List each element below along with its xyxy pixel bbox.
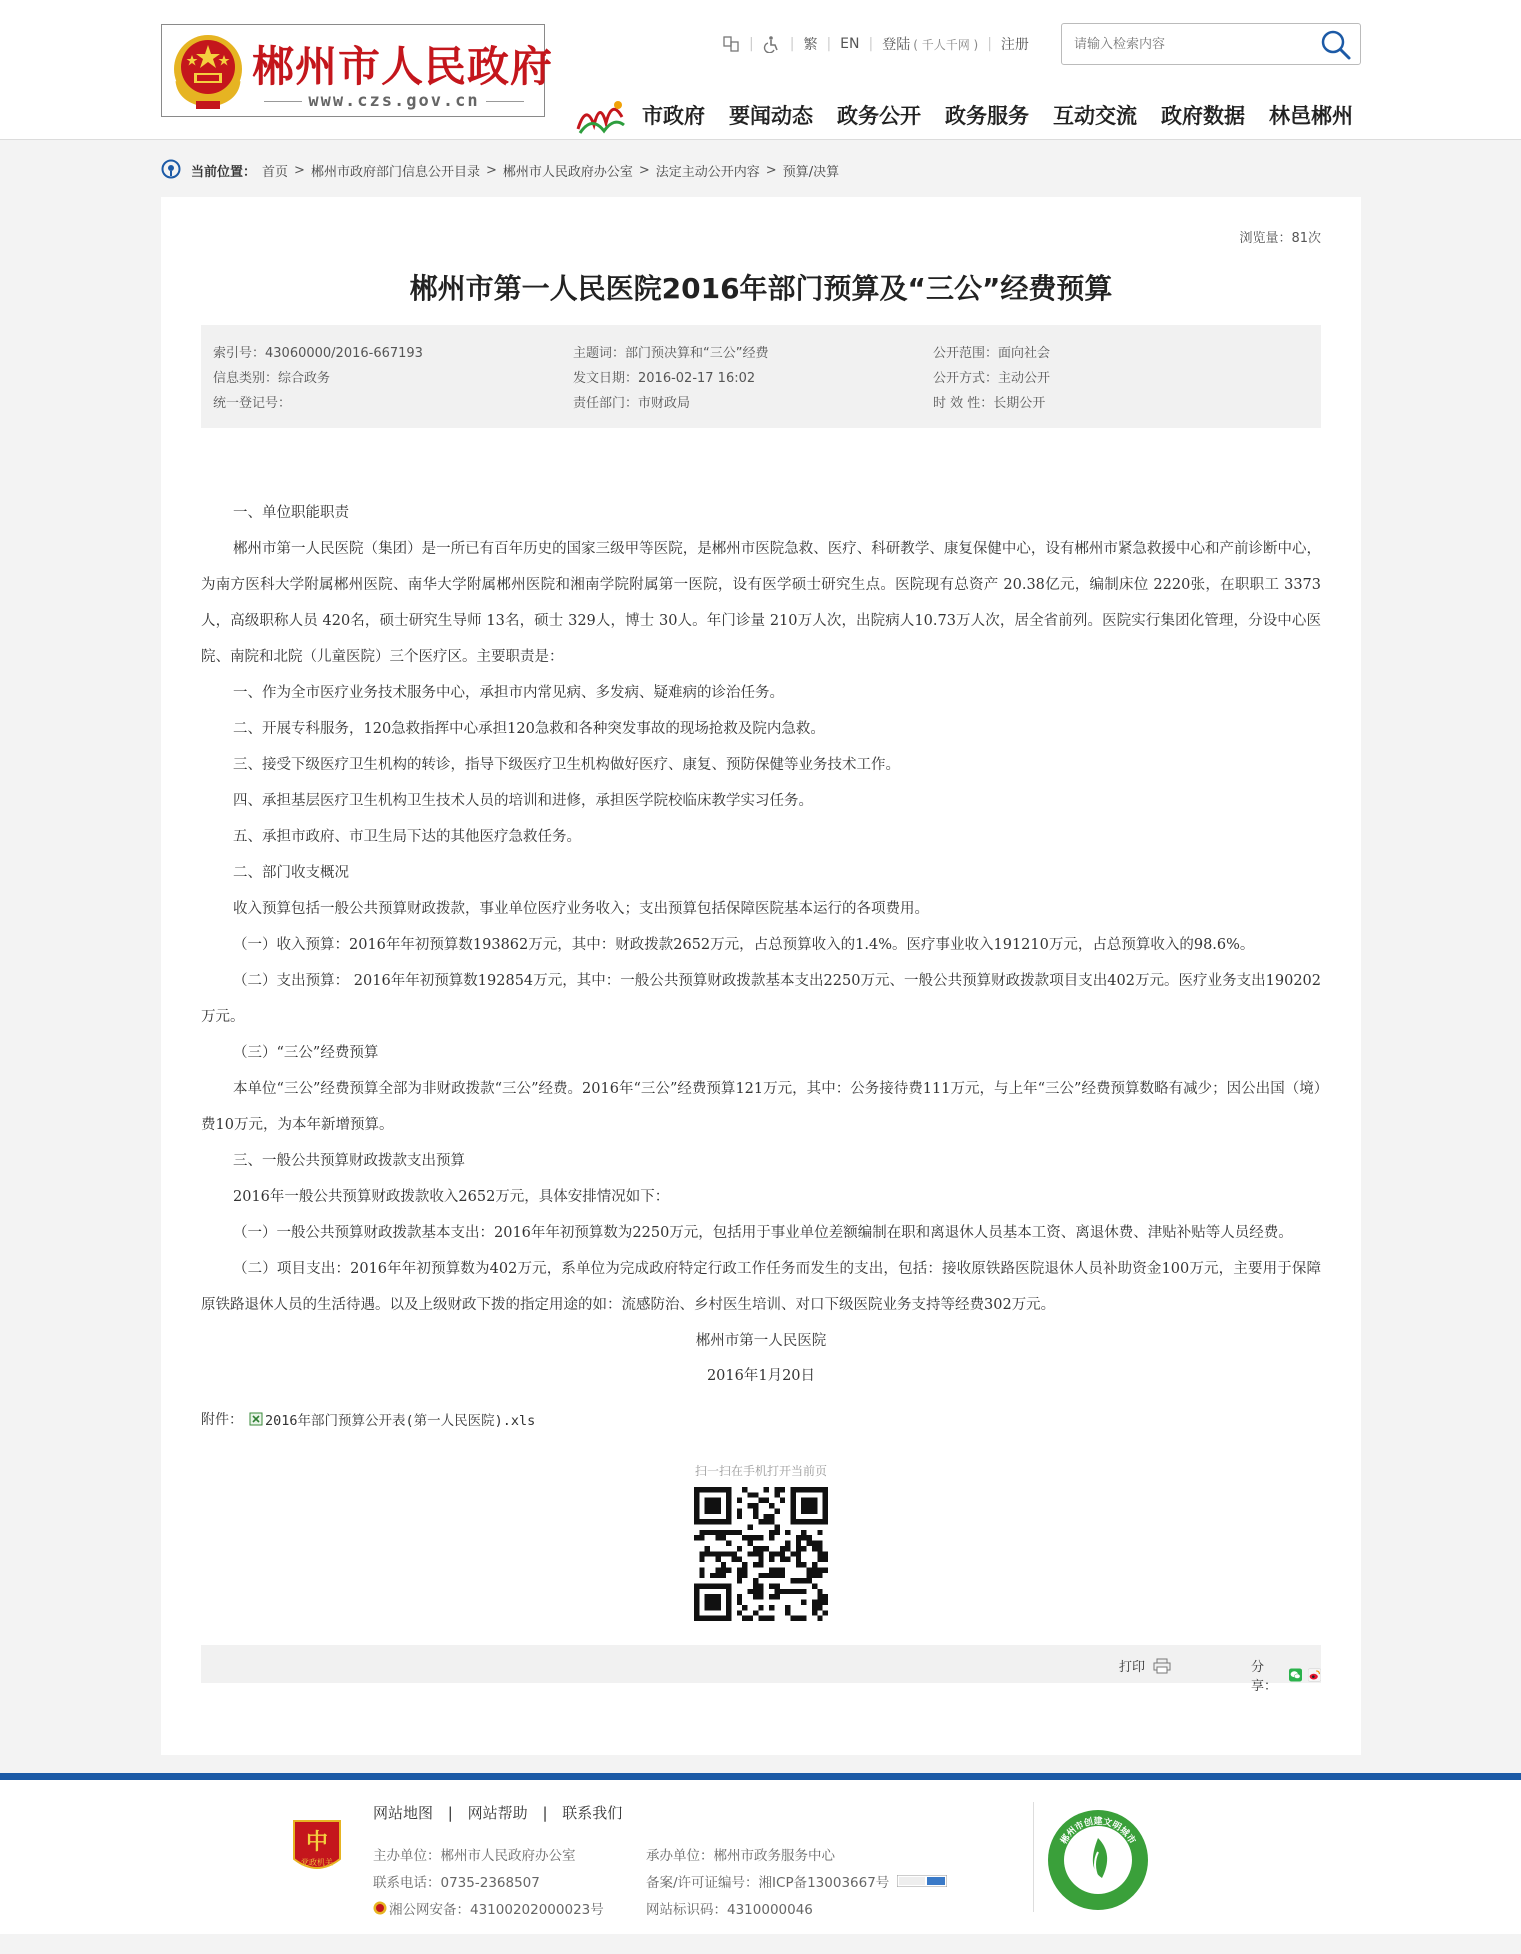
paragraph: 四、承担基层医疗卫生机构卫生技术人员的培训和进修，承担医学院校临床教学实习任务。 xyxy=(233,793,813,809)
section-heading: 三、一般公共预算财政拨款支出预算 xyxy=(233,1153,465,1169)
article-body xyxy=(201,495,1321,1393)
meta-subject: 主题词：部门预决算和“三公”经费 xyxy=(573,346,769,361)
meta-scope: 公开范围：面向社会 xyxy=(933,346,1051,361)
breadcrumb-separator: > xyxy=(294,162,305,178)
breadcrumb xyxy=(161,158,839,182)
accessibility-mode-icon[interactable] xyxy=(722,35,740,53)
section-heading: 一、单位职能职责 xyxy=(233,505,349,521)
footer-sitemap-link[interactable]: 网站地图 xyxy=(373,1804,434,1822)
footer-divider xyxy=(1033,1802,1034,1912)
sign-date: 2016年1月20日 xyxy=(706,1368,816,1384)
breadcrumb-separator: > xyxy=(485,162,497,178)
wechat-icon[interactable] xyxy=(1289,1667,1302,1683)
national-emblem-icon xyxy=(170,31,246,111)
nav-government-affairs-open[interactable]: 政务公开 xyxy=(837,104,921,128)
paragraph: 二、开展专科服务，120急救指挥中心承担120急救和各种突发事故的现场抢救及院内急救。 xyxy=(233,721,825,737)
paragraph: （二）支出预算： 2016年年初预算数192854万元，其中：一般公共预算财政拨款基本支出2250万元、一般公共预算财政拨款项目支出402万元。医疗业务支出190202万元。 xyxy=(201,973,1321,1025)
cnzz-icon[interactable] xyxy=(897,1875,947,1887)
police-badge-icon xyxy=(373,1901,387,1915)
meta-category: 信息类别：综合政务 xyxy=(213,371,331,386)
breadcrumb-label: 当前位置： xyxy=(191,164,257,180)
breadcrumb-statutory[interactable]: 法定主动公开内容 xyxy=(655,164,760,180)
article-meta xyxy=(201,325,1321,428)
print-label: 打印 xyxy=(1119,1660,1146,1675)
footer-icp[interactable]: 备案/许可证编号：湘ICP备13003667号 xyxy=(646,1875,890,1891)
attachment xyxy=(201,1409,535,1429)
breadcrumb-home[interactable]: 首页 xyxy=(262,164,289,180)
login-note: ( 千人千网 ) xyxy=(913,37,979,52)
wheelchair-icon[interactable] xyxy=(763,35,781,53)
nav-city-government[interactable]: 市政府 xyxy=(642,104,705,128)
meta-validity: 时 效 性：长期公开 xyxy=(933,396,1046,411)
attachment-label: 附件： xyxy=(201,1412,243,1428)
search-input[interactable] xyxy=(1072,32,1307,56)
search-box xyxy=(1061,23,1361,65)
city-logo-icon xyxy=(574,95,628,135)
article-container xyxy=(161,197,1361,1755)
english-link[interactable]: EN xyxy=(840,36,860,52)
view-count: 浏览量：81次 xyxy=(1239,231,1321,246)
nav-government-data[interactable]: 政府数据 xyxy=(1161,104,1245,128)
footer-police-line xyxy=(373,1898,604,1918)
share-bar xyxy=(201,1645,1321,1694)
section-heading: 二、部门收支概况 xyxy=(233,865,349,881)
paragraph: 五、承担市政府、市卫生局下达的其他医疗急救任务。 xyxy=(233,829,581,845)
footer-phone: 联系电话：0735-2368507 xyxy=(373,1875,540,1891)
search-icon[interactable] xyxy=(1320,29,1352,61)
paragraph: 2016年一般公共预算财政拨款收入2652万元，具体安排情况如下： xyxy=(233,1189,670,1205)
bottom-strip xyxy=(0,1934,1521,1954)
footer-links: 网站地图 | 网站帮助 | 联系我们 xyxy=(373,1804,623,1822)
login-link[interactable]: 登陆 xyxy=(882,37,911,53)
paragraph: 郴州市第一人民医院（集团）是一所已有百年历史的国家三级甲等医院，是郴州市医院急救、医疗、科研教学、康复保健中心，设有郴州市紧急救援中心和产前诊断中心，为南方医科大学附属郴州医院、南华大学附属郴州医院和湘南学院附属第一医院，设有医学硕士研究生点。医院现有总资产 20.38亿元，编制床位 2220张，在职职工 3373人，高级职称人员 420名，硕士研究生导师 13名，硕士 329人，博士 30人。年门诊量 210万人次，出院病人10.73万人次，居全省前列。医院实行集团化管理，分设中心医院、南院和北院（儿童医院）三个医疗区。主要职责是： xyxy=(201,541,1321,665)
meta-reg-no: 统一登记号： xyxy=(213,396,292,411)
nav-interaction[interactable]: 互动交流 xyxy=(1053,104,1137,128)
nav-linyi-chenzhou[interactable]: 林邑郴州 xyxy=(1269,104,1353,128)
nav-government-services[interactable]: 政务服务 xyxy=(945,104,1029,128)
svg-text:中: 中 xyxy=(305,1830,329,1855)
paragraph: （一）一般公共预算财政拨款基本支出：2016年年初预算数为2250万元，包括用于事业单位差额编制在职和离退休人员基本工资、离退休费、津贴补贴等人员经费。 xyxy=(233,1225,1293,1241)
footer-icp-line xyxy=(646,1871,947,1891)
site-footer xyxy=(0,1773,1521,1934)
qr-label: 扫一扫在手机打开当前页 xyxy=(694,1464,827,1478)
civilized-city-badge-icon[interactable] xyxy=(1046,1808,1150,1912)
weibo-icon[interactable] xyxy=(1308,1667,1321,1683)
meta-mode: 公开方式：主动公开 xyxy=(933,371,1051,386)
signature: 郴州市第一人民医院 xyxy=(695,1333,827,1349)
article-title: 郴州市第一人民医院2016年部门预算及“三公”经费预算 xyxy=(409,272,1113,305)
breadcrumb-separator: > xyxy=(765,162,777,178)
print-button[interactable] xyxy=(1119,1656,1171,1675)
site-name: 郴州市人民政府 xyxy=(252,42,554,91)
footer-contact-link[interactable]: 联系我们 xyxy=(562,1804,623,1822)
attachment-link[interactable]: 2016年部门预算公开表(第一人民医院).xls xyxy=(265,1413,536,1429)
footer-help-link[interactable]: 网站帮助 xyxy=(467,1804,528,1822)
paragraph: 收入预算包括一般公共预算财政拨款，事业单位医疗业务收入；支出预算包括保障医院基本运行的各项费用。 xyxy=(233,901,929,917)
paragraph: 本单位“三公”经费预算全部为非财政拨款“三公”经费。2016年“三公”经费预算121万元，其中：公务接待费111万元，与上年“三公”经费预算数略有减少；因公出国（境）费10万元，为本年新增预算。 xyxy=(201,1081,1321,1133)
paragraph: （一）收入预算：2016年年初预算数193862万元，其中：财政拨款2652万元，占总预算收入的1.4%。医疗事业收入191210万元，占总预算收入的98.6%。 xyxy=(233,937,1255,953)
right-badge-text: 郴州市创建文明城市 xyxy=(1059,1817,1137,1847)
footer-site-id: 网站标识码：4310000046 xyxy=(646,1902,813,1918)
meta-index-no: 索引号：43060000/2016-667193 xyxy=(213,346,423,361)
breadcrumb-budget[interactable]: 预算/决算 xyxy=(782,164,840,180)
breadcrumb-directory[interactable]: 郴州市政府部门信息公开目录 xyxy=(310,164,480,180)
main-nav xyxy=(574,95,1353,135)
site-header xyxy=(0,0,1521,140)
party-government-badge-icon[interactable] xyxy=(290,1815,344,1879)
paragraph: （三）“三公”经费预算 xyxy=(233,1045,379,1061)
site-url: www.czs.gov.cn xyxy=(254,91,534,111)
qr-code xyxy=(694,1487,828,1621)
left-badge-text: 党政机关 xyxy=(301,1858,333,1867)
paragraph: 一、作为全市医疗业务技术服务中心，承担市内常见病、多发病、疑难病的诊治任务。 xyxy=(233,685,784,701)
site-logo[interactable] xyxy=(161,24,554,117)
footer-sponsor: 主办单位：郴州市人民政府办公室 xyxy=(373,1848,576,1864)
breadcrumb-separator: > xyxy=(638,162,650,178)
traditional-chinese-link[interactable]: 繁 xyxy=(803,37,818,53)
paragraph: （二）项目支出：2016年年初预算数为402万元，系单位为完成政府特定行政工作任务而发生的支出，包括：接收原铁路医院退休人员补助资金100万元，主要用于保障原铁路退休人员的生活待遇。以及上级财政下拨的指定用途的如：流感防治、乡村医生培训、对口下级医院业务支持等经费302万元。 xyxy=(201,1261,1321,1313)
breadcrumb-office[interactable]: 郴州市人民政府办公室 xyxy=(502,164,633,180)
printer-icon xyxy=(1153,1658,1171,1674)
register-link[interactable]: 注册 xyxy=(1000,37,1029,53)
share-label: 分享： xyxy=(1251,1660,1278,1694)
meta-date: 发文日期：2016-02-17 16:02 xyxy=(573,371,756,386)
paragraph: 三、接受下级医疗卫生机构的转诊，指导下级医疗卫生机构做好医疗、康复、预防保健等业务技术工作。 xyxy=(233,757,900,773)
nav-news[interactable]: 要闻动态 xyxy=(729,104,813,128)
footer-police[interactable]: 湘公网安备：43100202000023号 xyxy=(389,1902,604,1918)
footer-organizer: 承办单位：郴州市政务服务中心 xyxy=(646,1848,835,1864)
location-pin-icon xyxy=(161,159,181,181)
share-group xyxy=(1251,1656,1321,1694)
top-links: | | 繁 | EN | 登陆 ( 千人千网 ) | 注册 xyxy=(722,34,1029,54)
meta-department: 责任部门：市财政局 xyxy=(573,396,691,411)
excel-file-icon xyxy=(249,1412,263,1426)
